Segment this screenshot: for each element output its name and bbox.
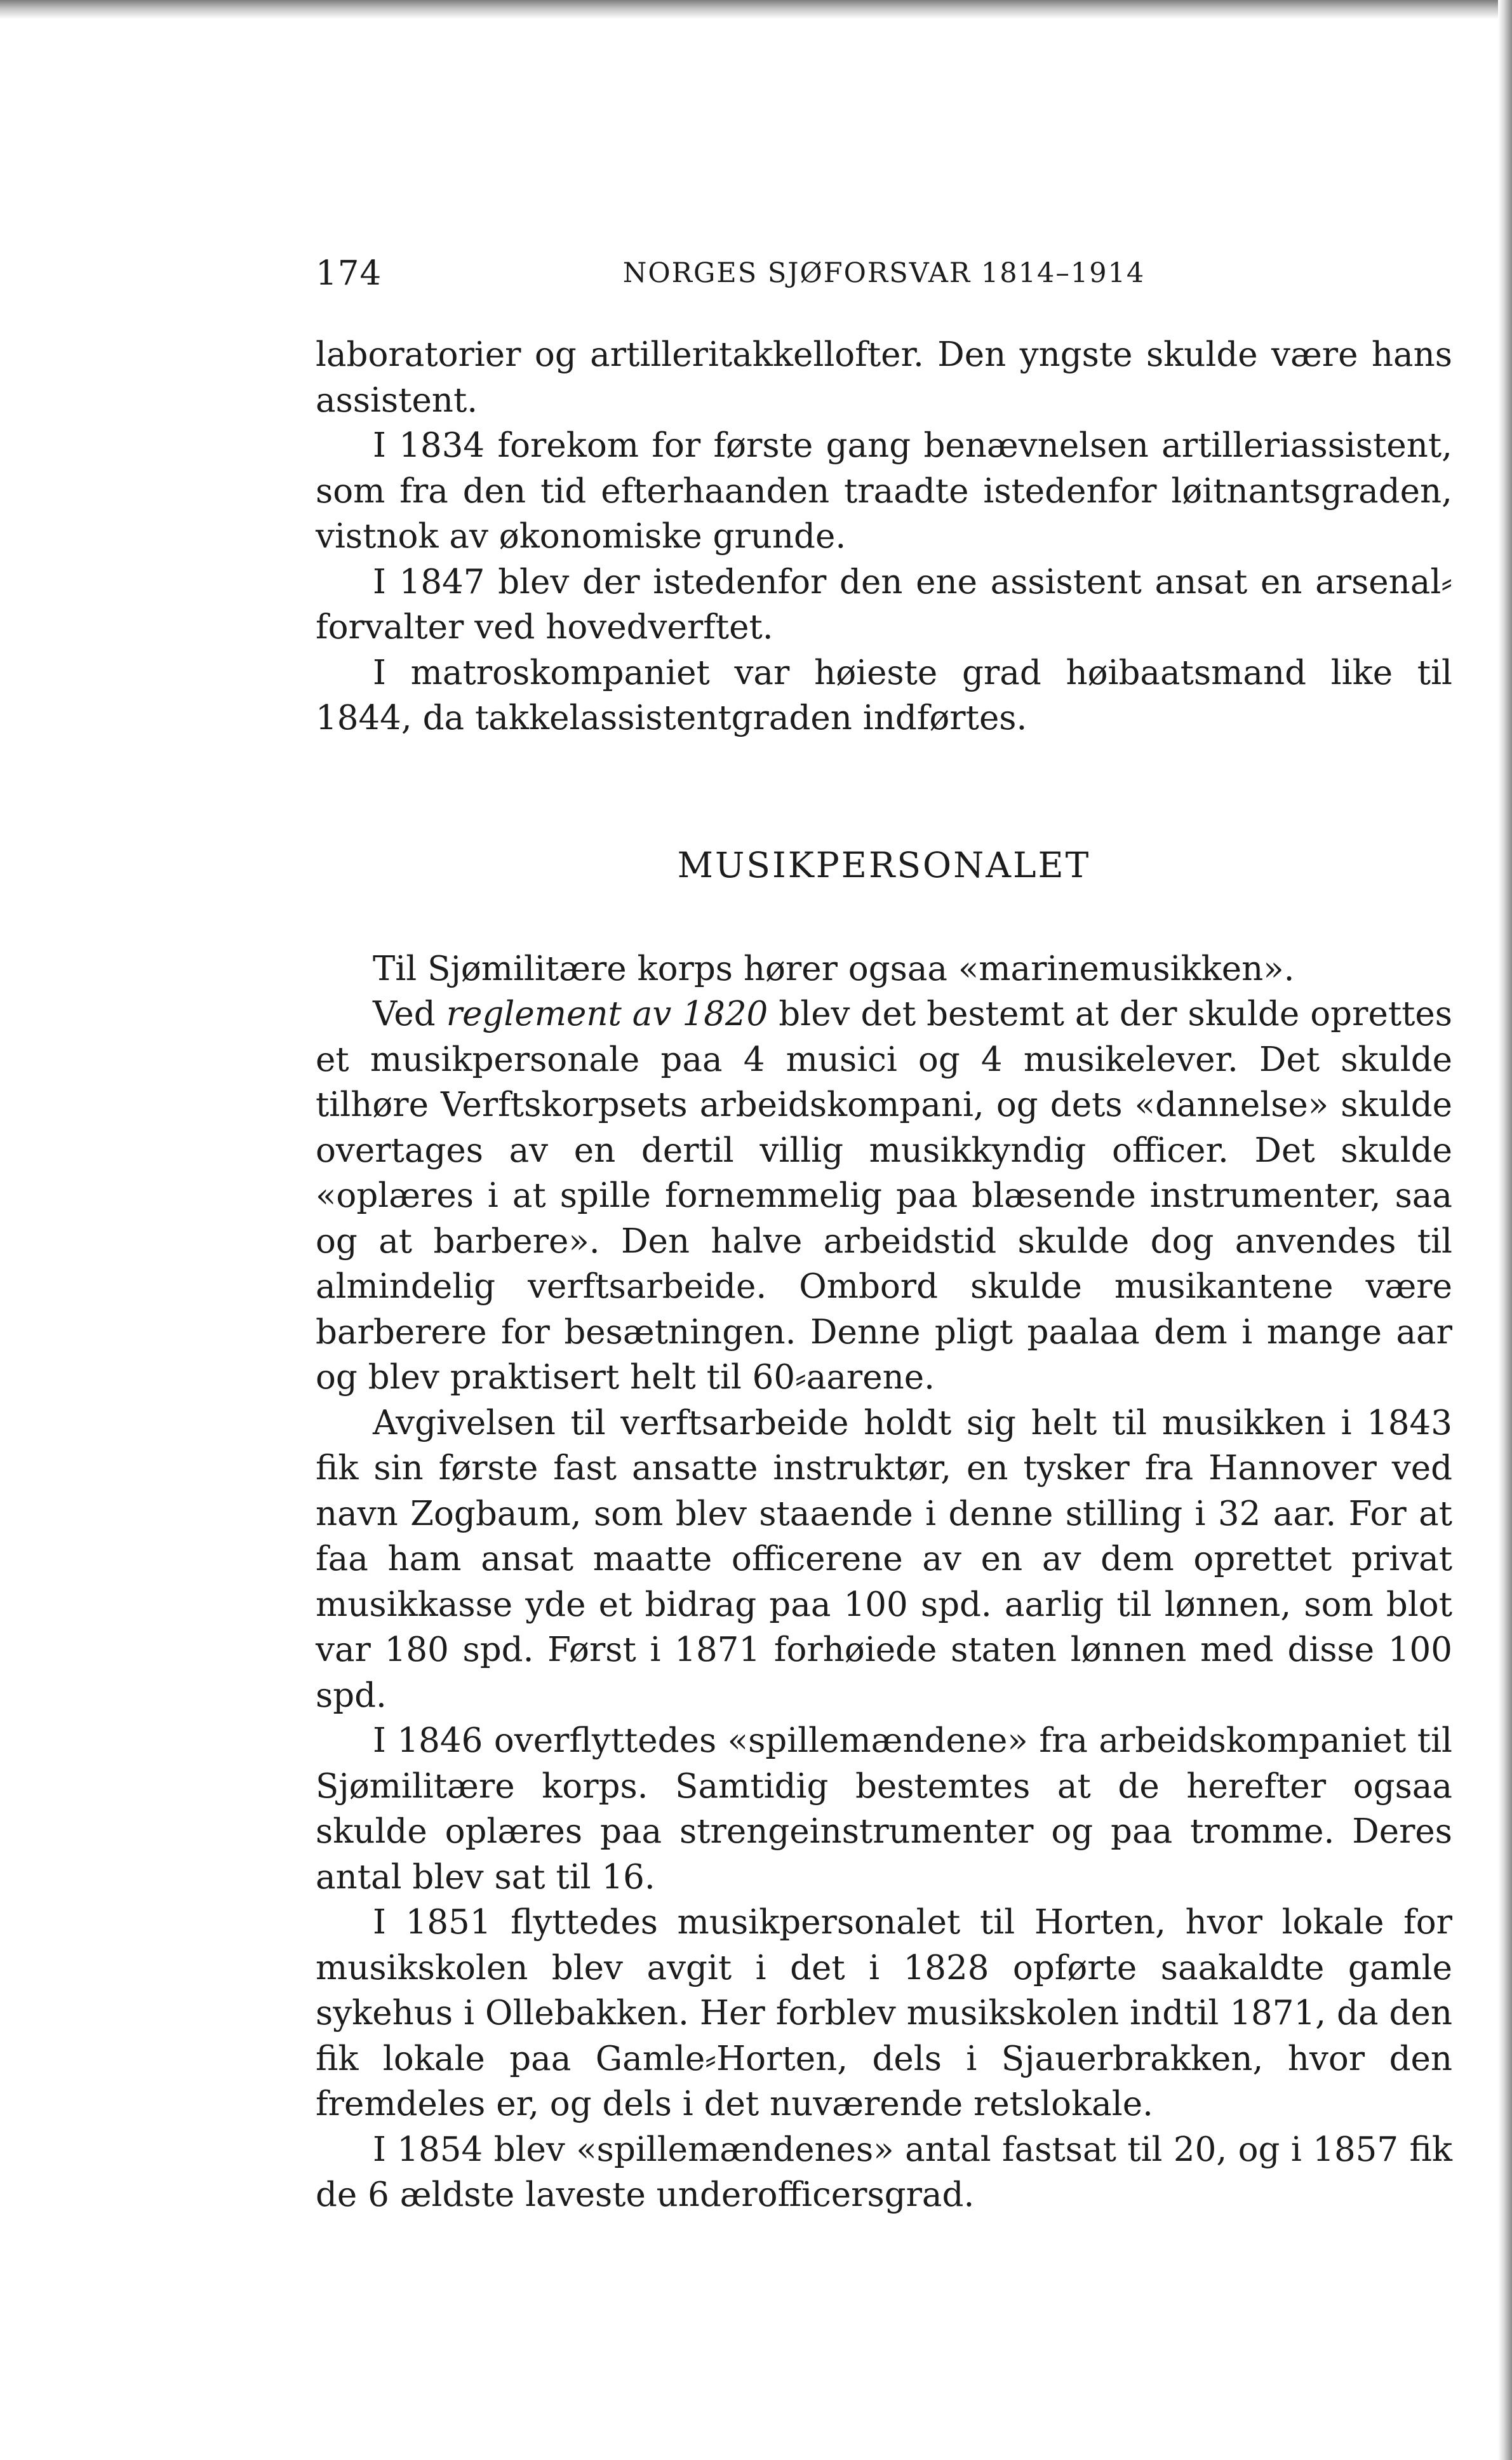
page-number: 174 (316, 254, 382, 293)
running-head (316, 251, 1452, 302)
paragraph-marinemusikken: Til Sjømilitære korps hører ogsaa «marinemusikken». (373, 949, 1295, 988)
reglement-body: blev det bestemt at der skulde oprettes et musikpersonale paa 4 musici og 4 musikelever. Det skulde tilhøre Verftskorpsets arbeidskompani, og dets «dannelse» skulde overtages av en dertil villig musikkyndig officer. Det skulde «oplæres i at spille fornemmelig paa blæsende instrumenter, saa og at barbere». Den halve arbeidstid skulde dog anvendes til almindelig verftsarbeide. Ombord skulde musikantene være barberere for besætningen. Denne pligt paalaa dem i mange aar og blev praktisert helt til 60⸗aarene. (316, 995, 1452, 1397)
reglement-italic: reglement av 1820 (446, 995, 768, 1033)
paragraph-1851: I 1851 flyttedes musikpersonalet til Horten, hvor lokale for musikskolen blev avgit i det i 1828 opførte saakaldte gamle sykehus i Ollebakken. Her forblev musikskolen indtil 1871, da den fik lokale paa Gamle⸗Horten, dels i Sjauerbrakken, hvor den fremdeles er, og dels i det nuværende retslokale. (316, 1903, 1452, 2123)
paragraph-1846: I 1846 overflyttedes «spillemændene» fra arbeidskompaniet til Sjømilitære korps. Samtidig bestemtes at de herefter ogsaa skulde oplæres paa strengeinstrumenter og paa tromme. Deres antal blev sat til 16. (316, 1721, 1452, 1897)
paragraph-matroskompaniet: I matroskompaniet var høieste grad høibaatsmand like til 1844, da takkelassistentgraden indførtes. (316, 653, 1452, 737)
paragraph-continuation: laboratorier og artilleritakkellofter. Den yngste skulde være hans assistent. (316, 335, 1452, 420)
page-body (316, 251, 1452, 2218)
paragraph-1854: I 1854 blev «spillemændenes» antal fastsat til 20, og i 1857 fik de 6 ældste laveste underofficersgrad. (316, 2130, 1452, 2214)
page-top-edge-shadow (0, 0, 1512, 19)
reglement-intro: Ved (373, 995, 446, 1033)
paragraph-reglement-1820 (316, 991, 1452, 1401)
paragraph-arsenalforvalter: I 1847 blev der istedenfor den ene assistent ansat en arsenal⸗forvalter ved hovedverftet. (316, 562, 1452, 647)
section-heading: MUSIKPERSONALET (677, 844, 1091, 885)
paragraph-artilleriassistent: I 1834 forekom for første gang benævnelsen artilleriassistent, som fra den tid efterhaanden traadte istedenfor løitnantsgraden, vistnok av økonomiske grunde. (316, 426, 1452, 556)
paragraph-zogbaum: Avgivelsen til verftsarbeide holdt sig helt til musikken i 1843 fik sin første fast ansatte instruktør, en tysker fra Hannover ved navn Zogbaum, som blev staaende i denne stilling i 32 aar. For at faa ham ansat maatte officerene av en av dem oprettet privat musikkasse yde et bidrag paa 100 spd. aarlig til lønnen, som blot var 180 spd. Først i 1871 forhøiede staten lønnen med disse 100 spd. (316, 1403, 1452, 1715)
page-right-edge-shadow (1498, 0, 1512, 2460)
running-head-title: NORGES SJØFORSVAR 1814–1914 (622, 257, 1146, 289)
